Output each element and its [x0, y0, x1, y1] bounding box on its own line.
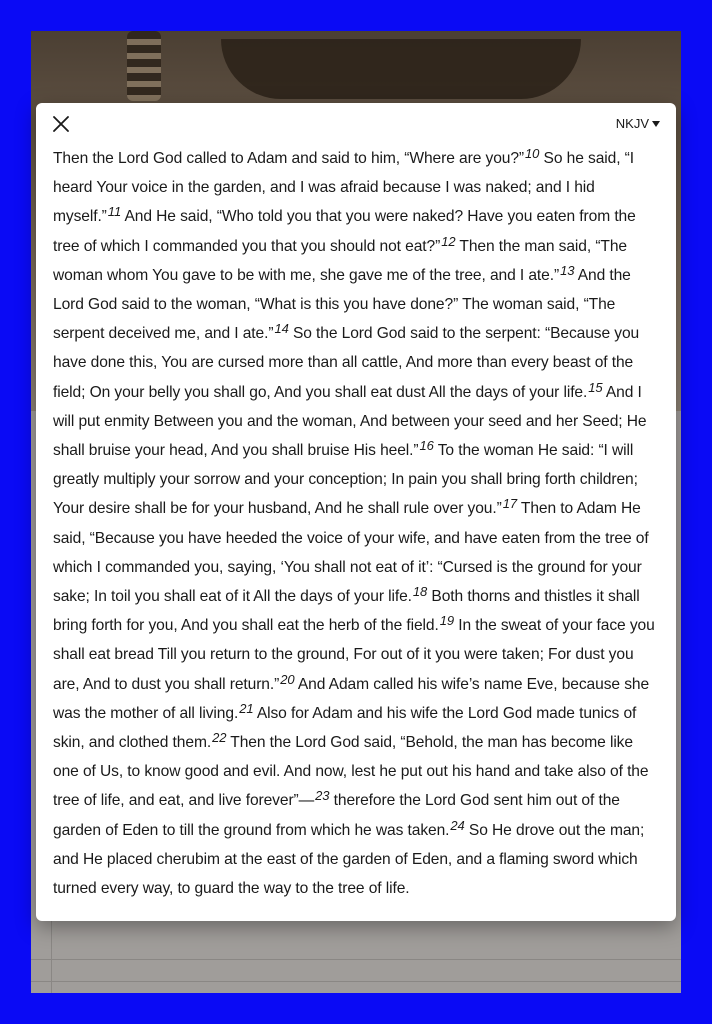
chain-graphic [127, 31, 161, 101]
verse-text: In the sweat of your face you shall eat bread Till you return to the ground, For out of it you were taken; For dust you are, And to dust you shall return.” [53, 617, 655, 693]
verse-text: So He drove out the man; and He placed cherubim at the east of the garden of Eden, and a flaming sword which turned every way, to guard the way to the tree of life. [53, 821, 645, 898]
verse-number: 22 [212, 730, 227, 746]
version-dropdown[interactable] [616, 116, 660, 131]
verse-number: 13 [560, 262, 575, 278]
verse-text: And He said, “Who told you that you were naked? Have you eaten from the tree of which I commanded you that you should not eat?” [53, 208, 636, 255]
verse-text: So the Lord God said to the serpent: “Because you have done this, You are cursed more than all cattle, And more than every beast of the field; On your belly you shall go, And you shall eat dust All the days of your life. [53, 325, 640, 401]
verse-text: Then the Lord God called to Adam and said to him, “Where are you?” [53, 150, 525, 167]
verse-number: 12 [441, 233, 456, 249]
bowl-graphic [221, 39, 581, 99]
verse-text: So he said, “I heard Your voice in the garden, and I was afraid because I was naked; and I hid myself.” [53, 150, 634, 226]
version-label: NKJV [615, 116, 649, 131]
verse-number: 11 [107, 204, 122, 220]
verse-number: 23 [315, 788, 330, 804]
verse-number: 16 [419, 438, 434, 454]
verse-number: 14 [274, 321, 289, 337]
list-divider [31, 981, 681, 982]
verse-number: 17 [502, 496, 517, 512]
verse-number: 18 [412, 584, 428, 600]
caret-down-icon [652, 121, 660, 127]
verse-number: 20 [280, 671, 295, 687]
verse-text: And I will put enmity Between you and the woman, And between your seed and her Seed; He shall bruise your head, And you shall bruise His heel.” [53, 383, 647, 460]
verse-text: therefore the Lord God sent him out of the garden of Eden to till the ground from which he was taken. [53, 792, 620, 839]
verse-number: 15 [588, 379, 603, 395]
passage-modal [36, 103, 676, 921]
verse-text: To the woman He said: “I will greatly multiply your sorrow and your conception; In pain you shall bring forth children; Your desire shall be for your husband, And he shall rule over you.” [53, 442, 638, 518]
close-button[interactable] [50, 113, 72, 135]
passage-text [53, 144, 659, 903]
verse-number: 21 [239, 700, 254, 716]
verse-number: 24 [450, 817, 465, 833]
list-divider [31, 959, 681, 960]
verse-number: 19 [439, 613, 454, 629]
verse-text: Then the man said, “The woman whom You gave to be with me, she gave me of the tree, and I ate.” [53, 237, 627, 284]
verse-number: 10 [525, 146, 540, 161]
close-icon [53, 116, 69, 132]
verse-text: Then to Adam He said, “Because you have heeded the voice of your wife, and have eaten from the tree of which I commanded you, saying, ‘You shall not eat of it’: “Cursed is the ground for your sake; In toil you shall eat of it All the days of your life. [53, 500, 649, 606]
verse-text: Both thorns and thistles it shall bring forth for you, And you shall eat the herb of the field. [53, 588, 640, 635]
verse-text: Then the Lord God said, “Behold, the man has become like one of Us, to know good and evil. And now, lest he put out his hand and take also of the tree of life, and eat, and live forever”— [53, 734, 649, 810]
verse-text: And the Lord God said to the woman, “What is this you have done?” The woman said, “The serpent deceived me, and I ate.” [53, 266, 631, 343]
verse-text: Also for Adam and his wife the Lord God made tunics of skin, and clothed them. [53, 704, 637, 752]
verse-text: And Adam called his wife’s name Eve, because she was the mother of all living. [53, 675, 650, 722]
